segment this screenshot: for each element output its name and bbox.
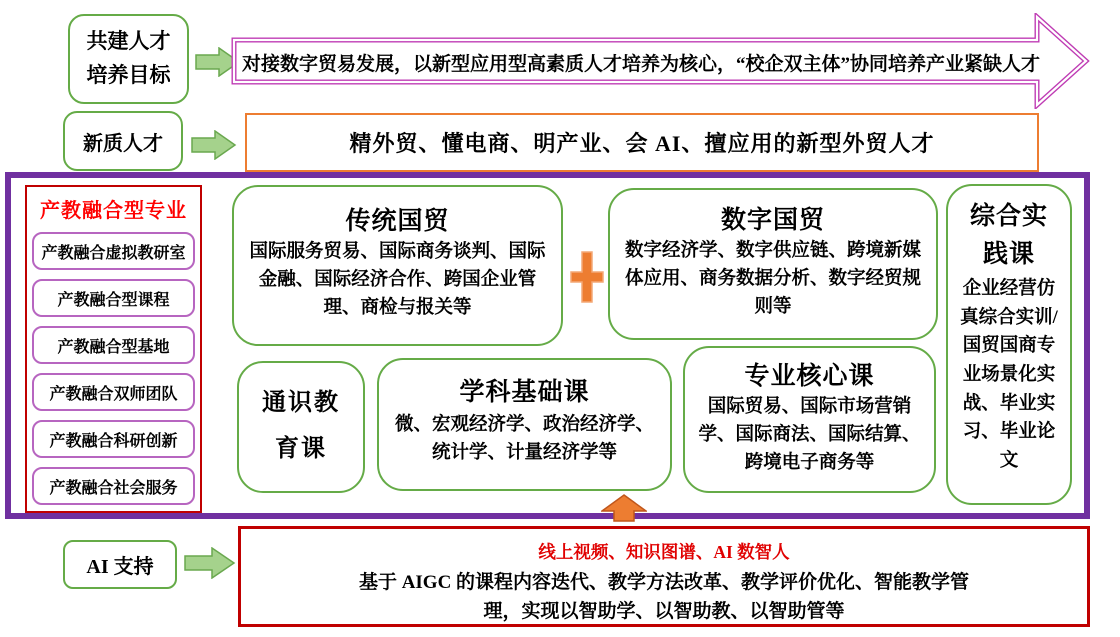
goal-statement-text: 对接数字贸易发展，以新型应用型高素质人才培养为核心，“校企双主体”协同培养产业紧缺人才 <box>242 53 1041 75</box>
practice-course-title-line1: 综合实 <box>969 203 1048 230</box>
industry-item-dual-teacher-team: 产教融合双师团队 <box>32 373 195 411</box>
up-arrow-icon <box>601 494 647 522</box>
goal-label-line1: 共建人才 <box>86 29 171 54</box>
digital-trade-title: 数字国贸 <box>720 207 825 234</box>
general-education-line2: 育课 <box>275 436 327 462</box>
traditional-trade-body: 国际服务贸易、国际商务谈判、国际金融、国际经济合作、跨国企业管理、商检与报关等 <box>249 242 546 318</box>
ai-support-box <box>238 526 1090 627</box>
foundation-course-box <box>377 358 672 491</box>
traditional-trade-title: 传统国贸 <box>345 208 450 235</box>
foundation-course-title: 学科基础课 <box>459 379 590 406</box>
digital-trade-body: 数字经济学、数字供应链、跨境新媒体应用、商务数据分析、数字经贸规则等 <box>624 241 921 317</box>
industry-panel-title: 产教融合型专业 <box>40 200 187 222</box>
general-education-box <box>237 361 365 493</box>
traditional-trade-box <box>232 185 563 346</box>
digital-trade-box <box>608 188 938 340</box>
ai-right-arrow-icon <box>184 547 236 579</box>
practice-course-body: 企业经营仿真综合实训/国贸国商专业场景化实战、毕业实习、毕业论文 <box>960 279 1058 472</box>
practice-course-box <box>946 184 1072 505</box>
industry-item-virtual-lab: 产教融合虚拟教研室 <box>32 232 195 270</box>
industry-item-courses: 产教融合型课程 <box>32 279 195 317</box>
ai-support-body: 基于 AIGC 的课程内容迭代、教学方法改革、教学评价优化、智能教学管理，实现以智助学、以智助教、以智助管等 <box>358 572 970 623</box>
foundation-course-body: 微、宏观经济学、政治经济学、统计学、计量经济学等 <box>395 415 655 463</box>
core-course-body: 国际贸易、国际市场营销学、国际商法、国际结算、跨境电子商务等 <box>698 397 921 473</box>
industry-panel <box>25 185 202 513</box>
goal-label-box <box>68 14 189 104</box>
talent-right-arrow-icon <box>191 130 237 160</box>
industry-item-social-service: 产教融合社会服务 <box>32 467 195 505</box>
goal-label-line2: 培养目标 <box>86 63 171 87</box>
general-education-line1: 通识教 <box>262 390 340 417</box>
core-course-box <box>683 346 936 493</box>
talent-label-box: 新质人才 <box>63 111 183 171</box>
ai-support-label-box: AI 支持 <box>63 540 177 589</box>
practice-course-title-line2: 践课 <box>982 240 1035 268</box>
ai-support-title: 线上视频、知识图谱、AI 数智人 <box>538 542 790 562</box>
plus-icon <box>569 248 605 306</box>
industry-item-bases: 产教融合型基地 <box>32 326 195 364</box>
industry-item-research-innovation: 产教融合科研创新 <box>32 420 195 458</box>
talent-statement-box: 精外贸、懂电商、明产业、会 AI、擅应用的新型外贸人才 <box>245 113 1039 172</box>
core-course-title: 专业核心课 <box>744 363 875 390</box>
